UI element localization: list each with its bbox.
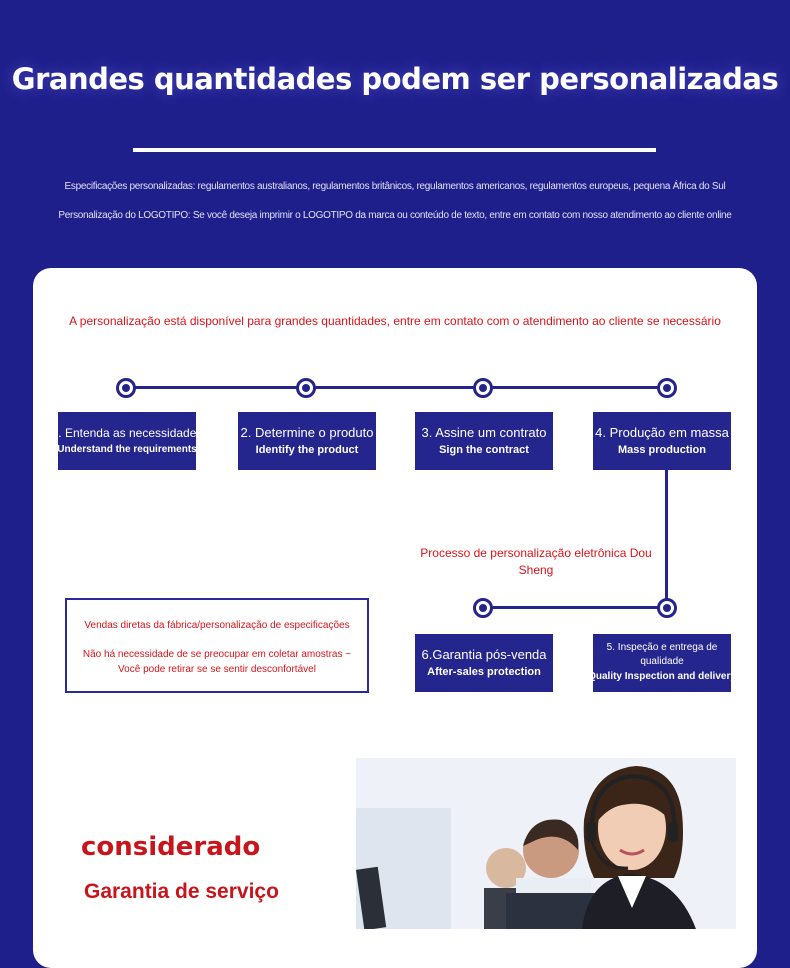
top-connector (126, 386, 667, 389)
factory-direct-box (65, 598, 369, 693)
page-title: Grandes quantidades podem ser personalizadas (11, 62, 779, 96)
step-5-title: 5. Inspeção e entrega de qualidade (606, 642, 718, 667)
service-guarantee-heading: Garantia de serviço (84, 880, 279, 903)
step-2-box (238, 412, 376, 470)
timeline-node-5 (657, 598, 677, 618)
factory-box-line2: Não há necessidade de se preocupar em coletar amostras ~ Você pode retirar se se sentir desconfortável (82, 649, 352, 675)
customization-note: A personalização está disponível para grandes quantidades, entre em contato com o atendimento ao cliente se necessário (69, 314, 721, 328)
step-1-box (51, 412, 203, 470)
bottom-connector (482, 606, 667, 609)
logo-line: Personalização do LOGOTIPO: Se você deseja imprimir o LOGOTIPO da marca ou conteúdo de texto, entre em contato com nosso atendimento ao cliente online (58, 210, 732, 221)
right-connector (665, 470, 668, 608)
step-3-box (415, 412, 553, 470)
timeline-node-6 (473, 598, 493, 618)
timeline-node-2 (296, 378, 316, 398)
step-1-title: 1. Entenda as necessidades (51, 426, 203, 440)
timeline-node-1 (116, 378, 136, 398)
considered-heading: considerado (81, 832, 261, 862)
step-4-box (593, 412, 731, 470)
step-3-subtitle: Sign the contract (439, 444, 529, 456)
step-5-box (588, 634, 736, 692)
step-4-subtitle: Mass production (617, 444, 706, 456)
step-2-subtitle: Identify the product (255, 444, 359, 456)
step-3-title: 3. Assine um contrato (421, 425, 547, 440)
step-6-subtitle: After-sales protection (427, 666, 541, 678)
step-4-title: 4. Produção em massa (595, 425, 729, 440)
spec-line: Especificações personalizadas: regulamentos australianos, regulamentos britânicos, regulamentos americanos, regulamentos europeus, pequena África do Sul (64, 181, 726, 192)
customer-service-photo (356, 758, 736, 929)
step-5-subtitle: Quality Inspection and delivery (588, 671, 736, 682)
step-6-title: 6.Garantia pós-venda (421, 647, 547, 662)
step-6-box (415, 634, 553, 692)
process-label: Processo de personalização eletrônica Dou Sheng (420, 546, 652, 577)
timeline-node-3 (473, 378, 493, 398)
factory-box-line1: Vendas diretas da fábrica/personalização de especificações (84, 620, 350, 631)
title-underline (133, 148, 656, 152)
timeline-node-4 (657, 378, 677, 398)
step-1-subtitle: Understand the requirements (57, 444, 197, 455)
customer-service-illustration (356, 758, 736, 929)
step-2-title: 2. Determine o produto (240, 425, 374, 440)
